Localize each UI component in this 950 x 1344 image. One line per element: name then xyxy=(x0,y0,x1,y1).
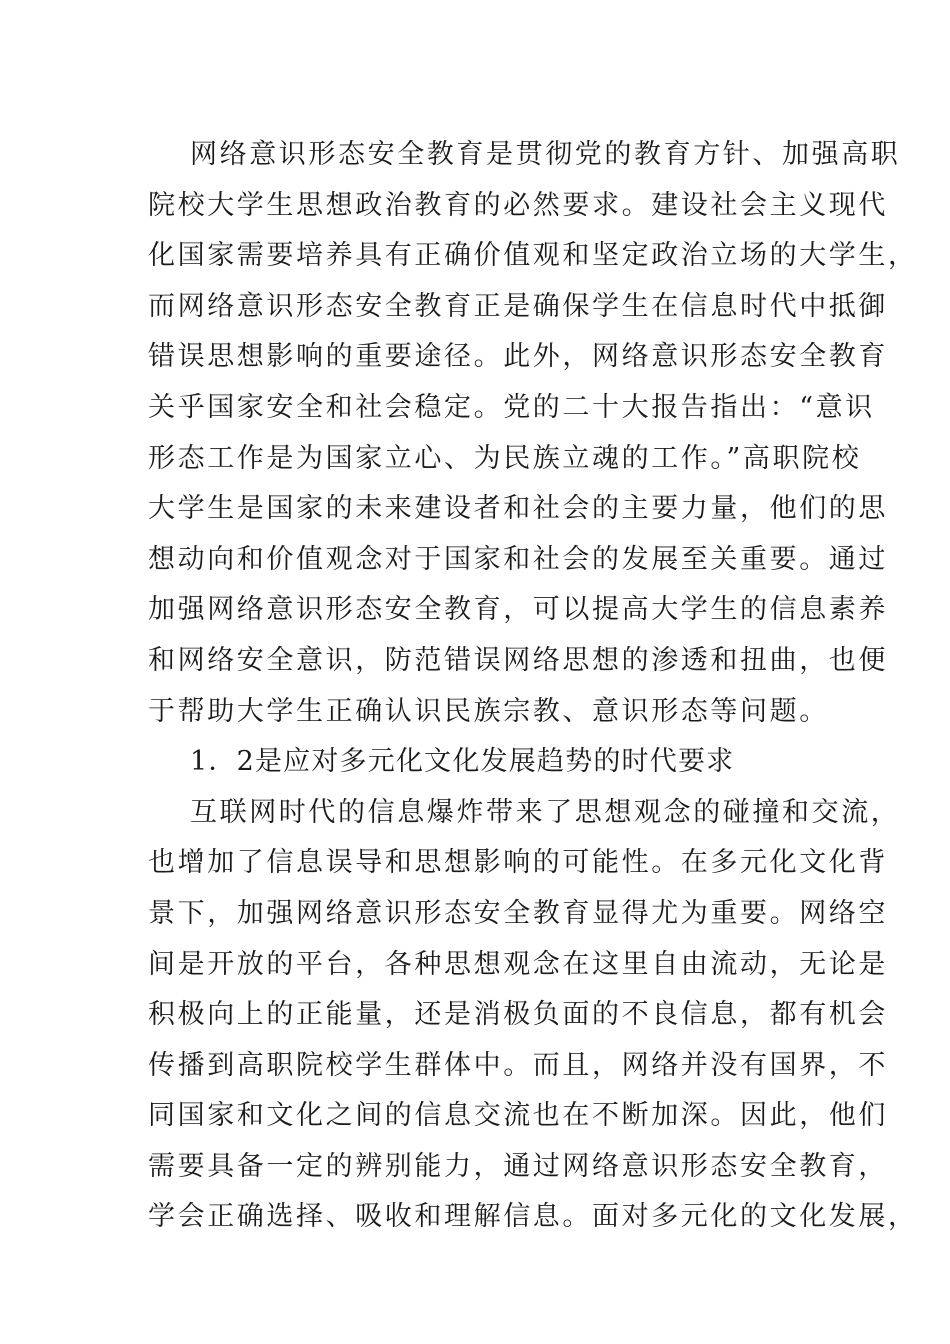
paragraph-line: 传播到高职院校学生群体中。而且，网络并没有国界，不 xyxy=(148,1049,888,1081)
paragraph-line: 和网络安全意识，防范错误网络思想的渗透和扭曲，也便 xyxy=(148,644,888,676)
section-heading: 1．2是应对多元化文化发展趋势的时代要求 xyxy=(190,746,735,778)
paragraph-line: 景下，加强网络意识形态安全教育显得尤为重要。网络空 xyxy=(148,897,888,929)
paragraph-1 xyxy=(148,130,918,737)
document-body xyxy=(148,130,918,1243)
paragraph-line: 化国家需要培养具有正确价值观和坚定政治立场的大学生， xyxy=(148,240,918,272)
paragraph-line: 错误思想影响的重要途径。此外，网络意识形态安全教育 xyxy=(148,341,888,373)
paragraph-line: 加强网络意识形态安全教育，可以提高大学生的信息素养 xyxy=(148,594,888,626)
paragraph-line: 需要具备一定的辨别能力，通过网络意识形态安全教育， xyxy=(148,1150,888,1182)
paragraph-line: 关乎国家安全和社会稳定。党的二十大报告指出：“意识 xyxy=(148,391,875,423)
paragraph-2 xyxy=(148,788,918,1243)
paragraph-line: 也增加了信息误导和思想影响的可能性。在多元化文化背 xyxy=(148,847,888,879)
paragraph-line: 积极向上的正能量，还是消极负面的不良信息，都有机会 xyxy=(148,999,888,1031)
paragraph-line: 想动向和价值观念对于国家和社会的发展至关重要。通过 xyxy=(148,543,888,575)
paragraph-line: 而网络意识形态安全教育正是确保学生在信息时代中抵御 xyxy=(148,290,888,322)
paragraph-line: 互联网时代的信息爆炸带来了思想观念的碰撞和交流， xyxy=(190,796,901,828)
paragraph-line: 学会正确选择、吸收和理解信息。面对多元化的文化发展， xyxy=(148,1201,918,1233)
paragraph-line: 同国家和文化之间的信息交流也在不断加深。因此，他们 xyxy=(148,1100,888,1132)
paragraph-line: 于帮助大学生正确认识民族宗教、意识形态等问题。 xyxy=(148,695,829,727)
paragraph-line: 院校大学生思想政治教育的必然要求。建设社会主义现代 xyxy=(148,189,888,221)
paragraph-line: 形态工作是为国家立心、为民族立魂的工作。”高职院校 xyxy=(148,442,862,474)
paragraph-line: 间是开放的平台，各种思想观念在这里自由流动，无论是 xyxy=(148,948,888,980)
paragraph-line: 网络意识形态安全教育是贯彻党的教育方针、加强高职 xyxy=(190,139,901,170)
paragraph-line: 大学生是国家的未来建设者和社会的主要力量，他们的思 xyxy=(148,493,888,525)
